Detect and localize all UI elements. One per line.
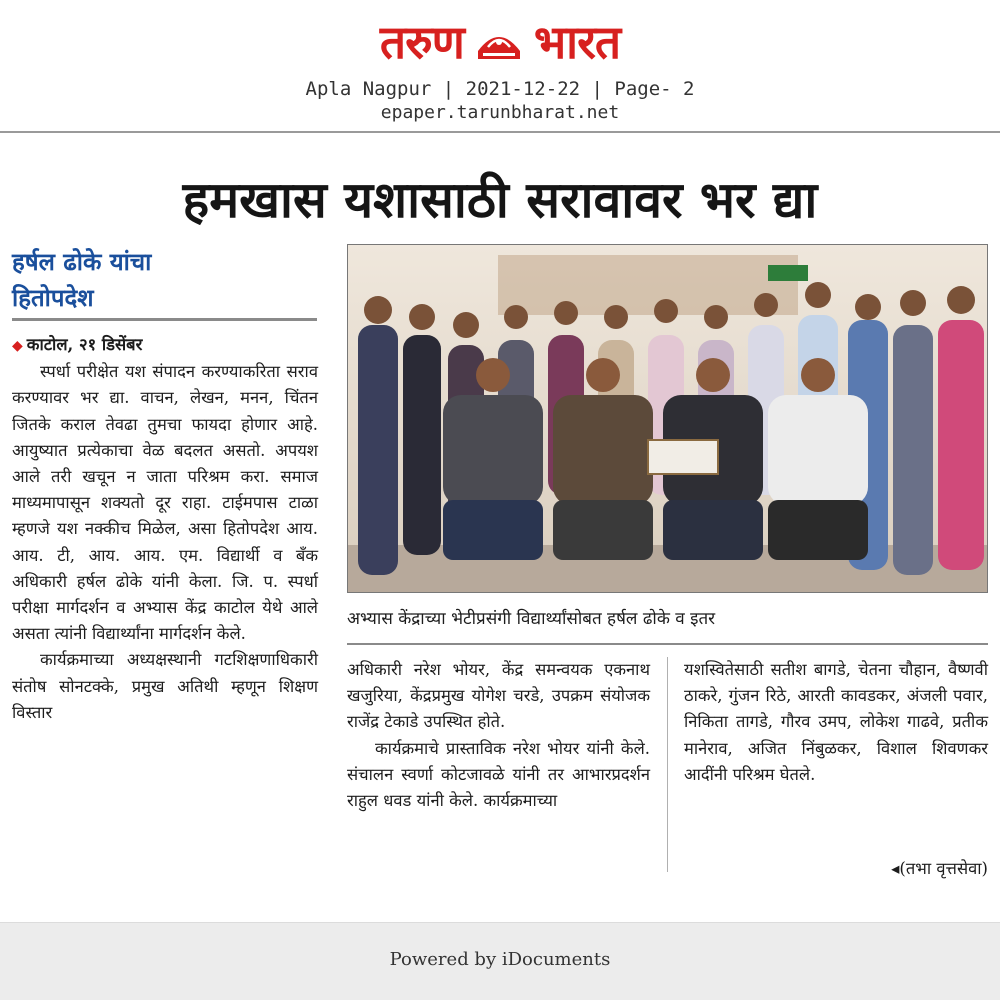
masthead-divider <box>0 131 1000 133</box>
column-2-paragraph-2: कार्यक्रमाचे प्रास्ताविक नरेश भोयर यांनी केले. संचालन स्वर्णा कोटजावळे यांनी तर आभारप्रदर्शन राहुल धवड यांनी केले. कार्यक्रमाच्या <box>347 738 650 811</box>
logo-word-left: तरुण <box>379 15 464 69</box>
dateline-bullet-icon: ◆ <box>12 338 23 354</box>
column-3-paragraph-1: यशस्वितेसाठी सतीश बागडे, चेतना चौहान, वैष्णवी ठाकरे, गुंजन रिठे, आरती कावडकर, अंजली पवार, निकिता तागडे, गौरव उमप, लोकेश गाढवे, प्रतीक मानेराव, अजित निंबुळकर, विशाल शिवणकर आदींनी परिश्रम घेतले. <box>684 660 988 784</box>
newspaper-logo <box>300 14 700 70</box>
epaper-url[interactable]: epaper.tarunbharat.net <box>380 102 620 123</box>
edition-date-page: Apla Nagpur | 2021-12-22 | Page- 2 <box>305 78 695 100</box>
article-column-1 <box>12 332 318 726</box>
footer <box>0 922 1000 1000</box>
article-headline: हमखास यशासाठी सरावावर भर द्या <box>182 171 818 229</box>
column-2-paragraph-1: अधिकारी नरेश भोयर, केंद्र समन्वयक एकनाथ खजुरिया, केंद्रप्रमुख योगेश चरडे, उपक्रम संयोजक राजेंद्र टेकाडे उपस्थित होते. <box>347 660 650 732</box>
column-1-paragraph-1: स्पर्धा परीक्षेत यश संपादन करण्याकरिता सराव करण्यावर भर द्या. वाचन, लेखन, मनन, चिंतन जितके कराल तेवढा तुमचा फायदा होणार आहे. आयुष्यात प्रत्येकाचा वेळ बदलत असतो. अपयश आले तरी खचून न जाता परिश्रम करा. समाज माध्यमापासून शक्यतो दूर राहा. टाईमपास टाळा म्हणजे यश नक्कीच मिळेल, असा हितोपदेश आय. आय. टी, आय. आय. एम. विद्यार्थी व बँक अधिकारी हर्षल ढोके यांनी केला. जि. प. स्पर्धा परीक्षा मार्गदर्शन व अभ्यास केंद्र काटोल येथे आले असता त्यांनी विद्यार्थ्यांना मार्गदर्शन केले. <box>12 362 318 644</box>
photo-caption: अभ्यास केंद्राच्या भेटीप्रसंगी विद्यार्थ्यांसोबत हर्षल ढोके व इतर <box>347 609 716 629</box>
article-subhead <box>12 244 322 316</box>
logo-emblem-icon <box>474 21 524 63</box>
article-photo <box>347 244 988 593</box>
masthead <box>0 0 1000 132</box>
dateline: काटोल, २१ डिसेंबर <box>26 335 143 354</box>
column-1-paragraph-2: कार्यक्रमाच्या अध्यक्षस्थानी गटशिक्षणाधिकारी संतोष सोनटक्के, प्रमुख अतिथी म्हणून शिक्षण विस्तार <box>12 650 318 722</box>
article-column-2 <box>347 657 650 814</box>
powered-by-text[interactable]: Powered by iDocuments <box>389 949 611 970</box>
column-divider <box>667 657 668 872</box>
subhead-line-2: हितोपदेश <box>12 284 94 312</box>
news-agency-credit: ◂(तभा वृत्तसेवा) <box>891 859 988 878</box>
subhead-line-1: हर्षल ढोके यांचा <box>12 248 152 276</box>
article-column-3 <box>684 657 988 788</box>
caption-divider <box>347 643 988 645</box>
subhead-divider <box>12 318 317 321</box>
logo-word-right: भारत <box>533 15 621 69</box>
